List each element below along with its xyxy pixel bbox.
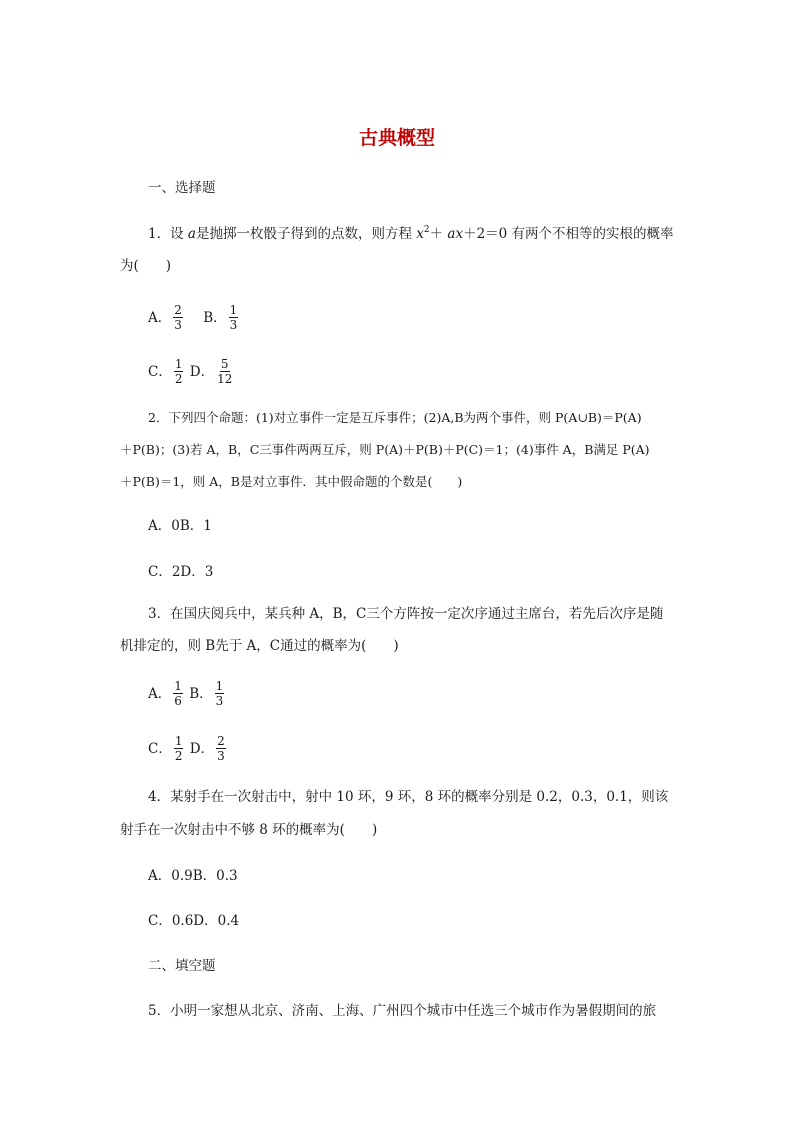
q1-options-cd	[148, 357, 235, 386]
q3-line1: 3．在国庆阅兵中，某兵种 A，B，C三个方阵按一定次序通过主席台，若先后次序是随	[148, 606, 664, 622]
q3-option-d: D． $\frac{2}{3}$	[189, 734, 225, 763]
q3-option-c: C． $\frac{1}{2}$	[148, 734, 183, 763]
section-heading-fill: 二、填空题	[148, 958, 216, 974]
q1-line2: 为( )	[120, 258, 172, 274]
fraction: $\frac{1}{2}$	[174, 734, 183, 763]
page-title: 古典概型	[358, 127, 435, 149]
q2-line3: ＋P(B)＝1，则 A，B是对立事件．其中假命题的个数是( )	[120, 474, 463, 489]
q2-line2: ＋P(B)；(3)若 A，B，C三事件两两互斥，则 P(A)＋P(B)＋P(C)＝1；(4)事件 A，B满足 P(A)	[120, 442, 650, 457]
q2-options-cd: C．2D．3	[148, 564, 214, 580]
fraction: $\frac{2}{3}$	[174, 303, 182, 332]
fraction: $\frac{1}{3}$	[215, 679, 224, 708]
fraction: $\frac{2}{3}$	[217, 734, 225, 763]
q3-options-ab	[148, 679, 226, 708]
fraction: $\frac{1}{6}$	[174, 679, 182, 708]
fraction: $\frac{1}{3}$	[229, 303, 238, 332]
section-heading-choice: 一、选择题	[148, 180, 216, 196]
q3-options-cd	[148, 734, 228, 763]
q4-options-ab: A．0.9B．0.3	[148, 868, 238, 884]
q3-option-a: A． $\frac{1}{6}$	[148, 679, 182, 708]
fraction: $\frac{5}{12}$	[217, 357, 233, 386]
q4-line2: 射手在一次射击中不够 8 环的概率为( )	[120, 822, 378, 838]
q3-option-b: B． $\frac{1}{3}$	[189, 679, 224, 708]
q4-options-cd: C．0.6D．0.4	[148, 913, 240, 929]
q2-options-ab: A．0B．1	[148, 518, 212, 534]
q1-option-a: A． $\frac{2}{3}$	[148, 303, 182, 332]
q4-line1: 4．某射手在一次射击中，射中 10 环，9 环，8 环的概率分别是 0.2，0.3，0.1，则该	[148, 789, 669, 805]
q1-line1: 1．设 a是抛掷一枚骰子得到的点数，则方程 $x^2+ ax+2=0$ 有两个不相等的实根的概率	[148, 225, 674, 242]
fraction: $\frac{1}{2}$	[174, 357, 183, 386]
q5-line1: 5．小明一家想从北京、济南、上海、广州四个城市中任选三个城市作为暑假期间的旅	[148, 1003, 657, 1019]
q1-options-ab	[148, 303, 240, 332]
q1-option-d: D． $\frac{5}{12}$	[189, 357, 233, 386]
q3-line2: 机排定的，则 B先于 A，C通过的概率为( )	[120, 638, 399, 654]
q1-option-c: C． $\frac{1}{2}$	[148, 357, 183, 386]
q2-line1: 2．下列四个命题：(1)对立事件一定是互斥事件；(2)A,B为两个事件，则 P(A∪B)＝P(A)	[148, 410, 642, 425]
q1-option-b: B． $\frac{1}{3}$	[203, 303, 238, 332]
